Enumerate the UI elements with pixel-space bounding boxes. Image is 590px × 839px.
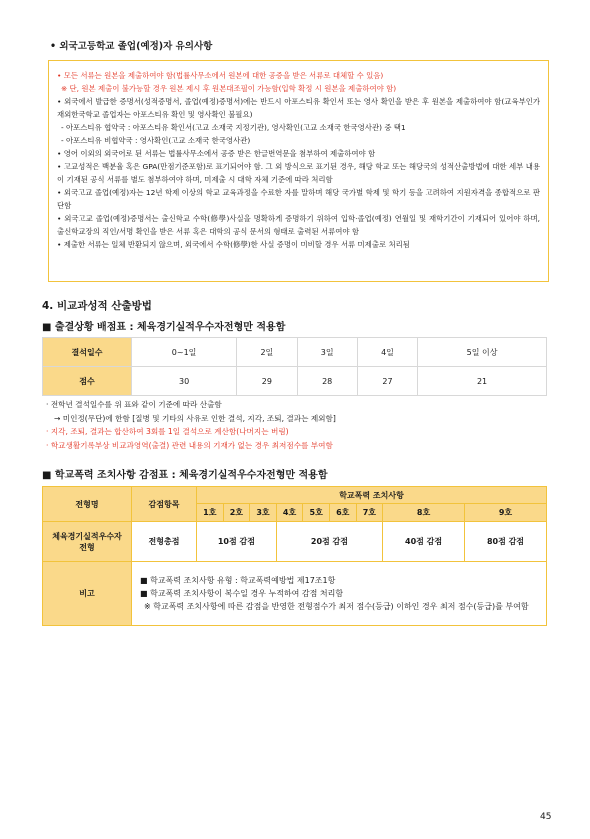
table-cell: 5일 이상 [418, 338, 547, 367]
table-row [43, 338, 547, 367]
table-header-cell: 2호 [223, 504, 250, 522]
remark-line: ■ 학교폭력 조치사항 유형 : 학교폭력예방법 제17조1항 [140, 576, 336, 585]
notice-line: • 외국에서 발급한 증명서(성적증명서, 졸업(예정)증명서)에는 반드시 아포스티유 확인서 또는 영사 확인을 받은 후 원본을 제출하여야 함(교육부인가 재외한국학교 졸업자는 아포스티유 확인 및 영사확인 불필요) [57, 97, 540, 119]
table-cell: 전형총점 [132, 522, 197, 562]
section-title: • 외국고등학교 졸업(예정)자 유의사항 [50, 41, 213, 52]
page-number: 45 [540, 812, 552, 822]
notice-line: - 아포스티유 협약국 : 아포스티유 확인서(고교 소재국 지정기관), 영사확인(고교 소재국 한국영사관) 중 택1 [61, 123, 406, 132]
table-header-cell: 7호 [356, 504, 383, 522]
table-header-cell: 9호 [464, 504, 546, 522]
table-header-cell: 8호 [383, 504, 465, 522]
table-cell: 0~1일 [132, 338, 237, 367]
table-row [43, 522, 547, 562]
table-header-cell: 감점항목 [132, 487, 197, 522]
table-cell: 4일 [357, 338, 417, 367]
table-row [43, 487, 547, 504]
table-cell: 80점 감점 [464, 522, 546, 562]
table-cell: 20점 감점 [276, 522, 382, 562]
notice-line: ※ 단, 원본 제출이 불가능할 경우 원본 제시 후 원본대조필이 가능함(입학 확정 시 원본을 제출하여야 함) [61, 84, 397, 93]
table-cell: 40점 감점 [383, 522, 465, 562]
note-line: · 학교생활기록부상 비교과영역(출결) 관련 내용의 기재가 없는 경우 최저점수를 부여함 [46, 440, 333, 450]
notice-line: • 모든 서류는 원본을 제출하여야 함(법률사무소에서 원본에 대한 공증을 받은 서류로 대체할 수 있음) [57, 71, 384, 80]
violence-heading: ■ 학교폭력 조치사항 감점표 : 체육경기실적우수자전형만 적용함 [42, 470, 328, 481]
table-cell: 2일 [237, 338, 297, 367]
note-line: → 미인정(무단)에 한함 [질병 및 기타의 사유로 인한 결석, 지각, 조퇴, 결과는 제외함] [54, 413, 336, 423]
table-cell [132, 562, 547, 626]
table-header-cell: 점수 [43, 367, 132, 396]
table-cell: 10점 감점 [197, 522, 277, 562]
note-line: · 전학년 결석일수를 위 표와 같이 기준에 따라 산출함 [46, 400, 222, 409]
notice-line: • 외국고교 졸업(예정)증명서는 출신학교 수학(修學)사실을 명확하게 증명하기 위하여 입학·졸업(예정) 연월일 및 재학기간이 기재되어 있어야 하며, 출신학교장의 직인/서명 확인을 받은 서류 혹은 대학의 공식 문서의 형태로 출력된 서류여야 함 [57, 214, 540, 236]
table-header-cell: 체육경기실적우수자전형 [43, 522, 132, 562]
remark-line: ※ 학교폭력 조치사항에 따른 감점을 반영한 전형점수가 최저 점수(등급) 이하인 경우 최저 점수(등급)를 부여함 [144, 602, 529, 611]
table-header-cell: 3호 [250, 504, 277, 522]
table-cell: 28 [297, 367, 357, 396]
attendance-table [42, 337, 547, 396]
table-header-cell: 비고 [43, 562, 132, 626]
table-cell: 30 [132, 367, 237, 396]
table-header-cell: 4호 [276, 504, 303, 522]
notice-line: • 외국고교 졸업(예정)자는 12년 학제 이상의 학교 교육과정을 수료한 자를 말하며 해당 국가별 학제 및 학기 등을 고려하여 지원자격을 종합적으로 판단함 [57, 188, 540, 210]
remark-line: ■ 학교폭력 조치사항이 복수일 경우 누적하여 감점 처리함 [140, 589, 344, 598]
notice-line: • 고교성적은 백분율 혹은 GPA(만점기준포함)로 표기되어야 함. 그 외 방식으로 표기된 경우, 해당 학교 또는 해당국의 성적산출방법에 대한 세부 내용이 기재된 공식 서류를 별도 첨부하여야 하며, 미제출 시 대학 자체 기준에 따라 처리함 [57, 162, 540, 184]
note-line: · 지각, 조퇴, 결과는 합산하여 3회를 1일 결석으로 계산함(나머지는 버림) [46, 427, 289, 436]
notice-box [48, 60, 549, 282]
notice-line: - 아포스티유 비협약국 : 영사확인(고교 소재국 한국영사관) [61, 136, 251, 145]
table-cell: 27 [357, 367, 417, 396]
table-cell: 3일 [297, 338, 357, 367]
table-cell: 29 [237, 367, 297, 396]
table-row [43, 367, 547, 396]
table-header-cell: 1호 [197, 504, 224, 522]
table-header-cell: 학교폭력 조치사항 [197, 487, 547, 504]
attendance-heading: ■ 출결상황 배점표 : 체육경기실적우수자전형만 적용함 [42, 322, 286, 333]
table-row [43, 562, 547, 626]
table-header-cell: 6호 [329, 504, 356, 522]
violence-table [42, 486, 547, 626]
table-header-cell: 전형명 [43, 487, 132, 522]
table-cell: 21 [418, 367, 547, 396]
section-heading: 4. 비교과성적 산출방법 [42, 300, 152, 312]
table-header-cell: 5호 [303, 504, 330, 522]
notice-line: • 제출한 서류는 일체 반환되지 않으며, 외국에서 수학(修學)한 사실 증명이 미비할 경우 서류 미제출로 처리됨 [57, 240, 410, 249]
attendance-notes [46, 398, 336, 452]
notice-line: • 영어 이외의 외국어로 된 서류는 법률사무소에서 공증 받은 한글번역문을 첨부하여 제출하여야 함 [57, 149, 376, 158]
table-header-cell: 결석일수 [43, 338, 132, 367]
